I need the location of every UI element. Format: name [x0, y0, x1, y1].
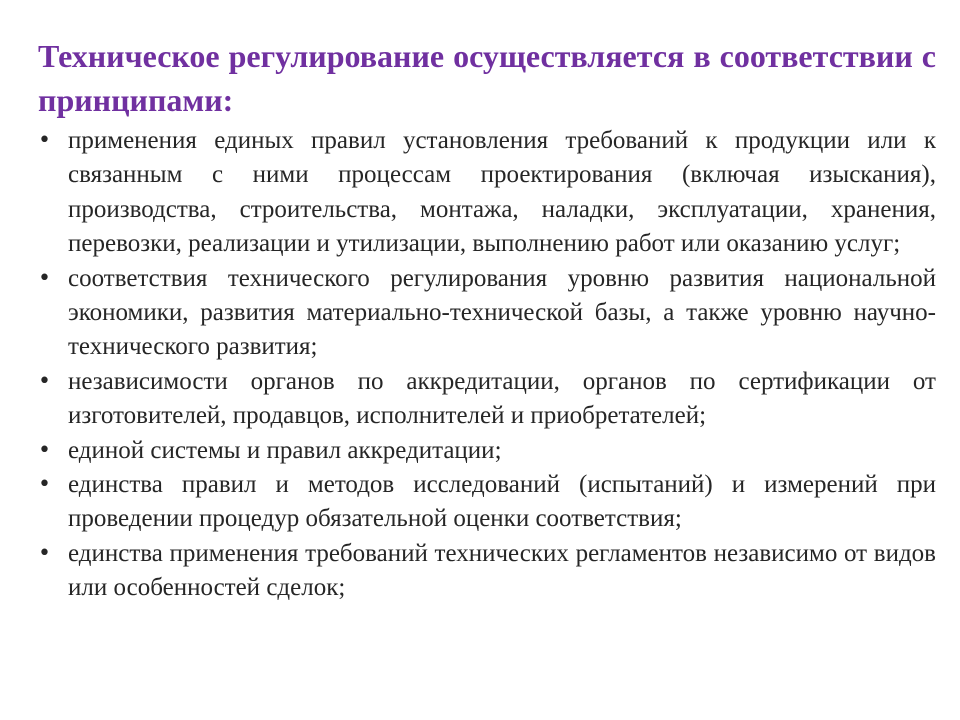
bullet-icon: • — [38, 265, 51, 291]
bullet-text: единства правил и методов исследований (испытаний) и измерений при проведении процедур обязательной оценки соответствия; — [68, 471, 936, 533]
bullet-icon: • — [38, 437, 51, 463]
bullet-icon: • — [38, 540, 51, 566]
bullet-text: единой системы и правил аккредитации; — [68, 436, 502, 464]
bullet-text: применения единых правил установления требований к продукции или к связанным с ними процессам проектирования (включая изыскания), производства, строительства, монтажа, наладки, эксплуатации, хранения, перевозки, реализации и утилизации, выполнению работ или оказанию услуг; — [68, 127, 936, 258]
bullet-item — [38, 537, 936, 606]
bullet-item — [38, 365, 936, 434]
bullet-item — [38, 468, 936, 537]
bullet-icon: • — [38, 128, 51, 153]
slide-title: Техническое регулирование осуществляется в соответствии с принципами: — [38, 38, 936, 118]
bullet-icon: • — [38, 368, 51, 394]
bullet-list — [38, 124, 936, 606]
bullet-item — [38, 262, 936, 365]
bullet-text: единства применения требований технических регламентов независимо от видов или особенностей сделок; — [68, 539, 936, 602]
bullet-text: соответствия технического регулирования уровню развития национальной экономики, развития материально-технической базы, а также уровню научно-технического развития; — [68, 264, 936, 361]
bullet-item — [38, 434, 936, 468]
bullet-text: независимости органов по аккредитации, органов по сертификации от изготовителей, продавцов, исполнителей и приобретателей; — [68, 367, 936, 430]
bullet-item — [38, 124, 936, 262]
bullet-icon: • — [38, 472, 51, 498]
